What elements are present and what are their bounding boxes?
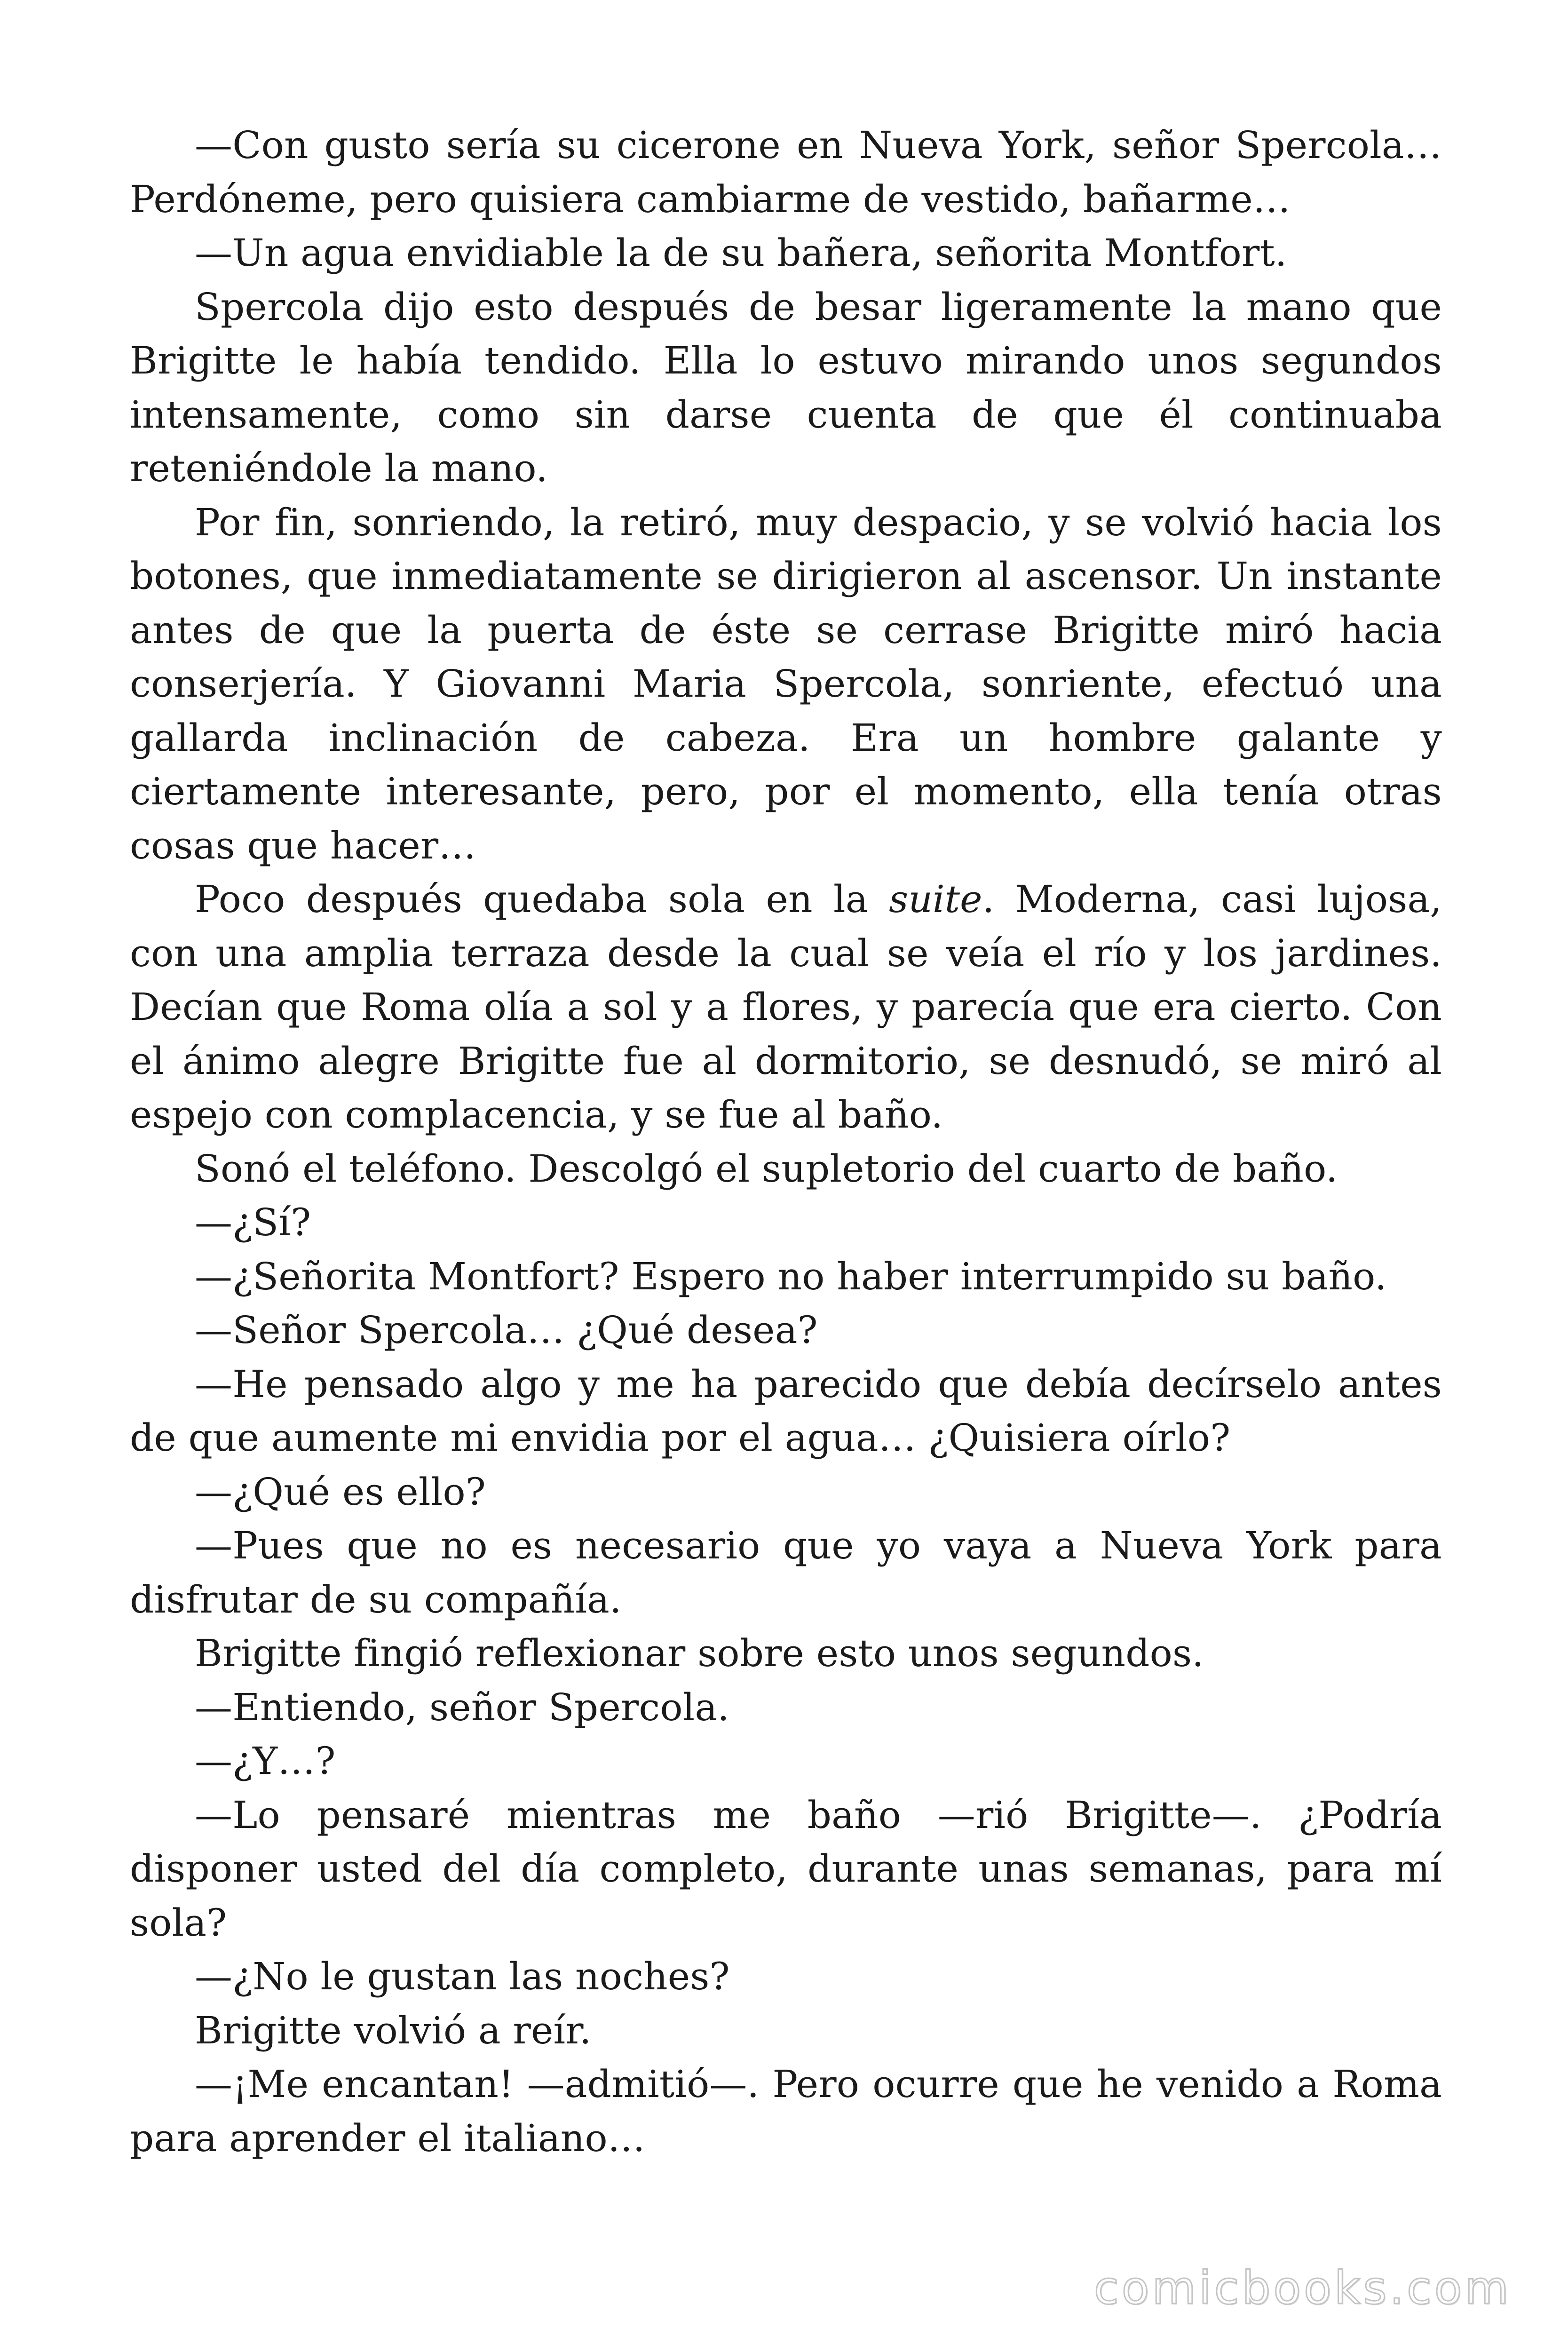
paragraph: —¿Y…? <box>195 1739 336 1783</box>
paragraph: Spercola dijo esto después de besar ligeramente la mano que Brigitte le había tendido. Ella lo estuvo mirando unos segundos intensamente, como sin darse cuenta de que él continuaba reteniéndole la mano. <box>130 285 1442 490</box>
paragraph: —He pensado algo y me ha parecido que debía decírselo antes de que aumente mi envidia por el agua… ¿Quisiera oírlo? <box>130 1362 1442 1460</box>
watermark: comicbooks.com <box>1093 2262 1512 2314</box>
body-text <box>130 119 1442 2165</box>
paragraph: Por fin, sonriendo, la retiró, muy despacio, y se volvió hacia los botones, que inmediatamente se dirigieron al ascensor. Un instante antes de que la puerta de éste se cerrase Brigitte miró hacia conserjería. Y Giovanni Maria Spercola, sonriente, efectuó una gallarda inclinación de cabeza. Era un hombre galante y ciertamente interesante, pero, por el momento, ella tenía otras cosas que hacer… <box>130 500 1442 867</box>
paragraph: —¿Sí? <box>195 1200 311 1244</box>
paragraph: —Señor Spercola… ¿Qué desea? <box>195 1308 818 1352</box>
paragraph: Brigitte fingió reflexionar sobre esto unos segundos. <box>195 1631 1204 1675</box>
paragraph: Brigitte volvió a reír. <box>195 2008 592 2052</box>
paragraph: —¿No le gustan las noches? <box>195 1955 730 1998</box>
paragraph: —Lo pensaré mientras me baño —rió Brigitte—. ¿Podría disponer usted del día completo, durante unas semanas, para mí sola? <box>130 1793 1442 1945</box>
paragraph <box>130 873 1442 1142</box>
paragraph: —Pues que no es necesario que yo vaya a Nueva York para disfrutar de su compañía. <box>130 1524 1442 1621</box>
paragraph: —¡Me encantan! —admitió—. Pero ocurre que he venido a Roma para aprender el italiano… <box>130 2062 1442 2160</box>
paragraph: —Entiendo, señor Spercola. <box>195 1685 729 1729</box>
paragraph: —Con gusto sería su cicerone en Nueva York, señor Spercola… Perdóneme, pero quisiera cambiarme de vestido, bañarme… <box>130 123 1442 221</box>
paragraph: —¿Señorita Montfort? Espero no haber interrumpido su baño. <box>195 1254 1387 1298</box>
paragraph: Sonó el teléfono. Descolgó el supletorio del cuarto de baño. <box>195 1146 1338 1191</box>
paragraph: —Un agua envidiable la de su bañera, señorita Montfort. <box>195 231 1287 275</box>
paragraph-text: . Moderna, casi lujosa, con una amplia terraza desde la cual se veía el río y los jardines. Decían que Roma olía a sol y a flores, y parecía que era cierto. Con el ánimo alegre Brigitte fue al dormitorio, se desnudó, se miró al espejo con complacencia, y se fue al baño. <box>130 877 1442 1136</box>
paragraph: —¿Qué es ello? <box>195 1470 486 1514</box>
paragraph-text: Poco después quedaba sola en la <box>195 877 889 921</box>
italic-word: suite <box>889 877 982 921</box>
